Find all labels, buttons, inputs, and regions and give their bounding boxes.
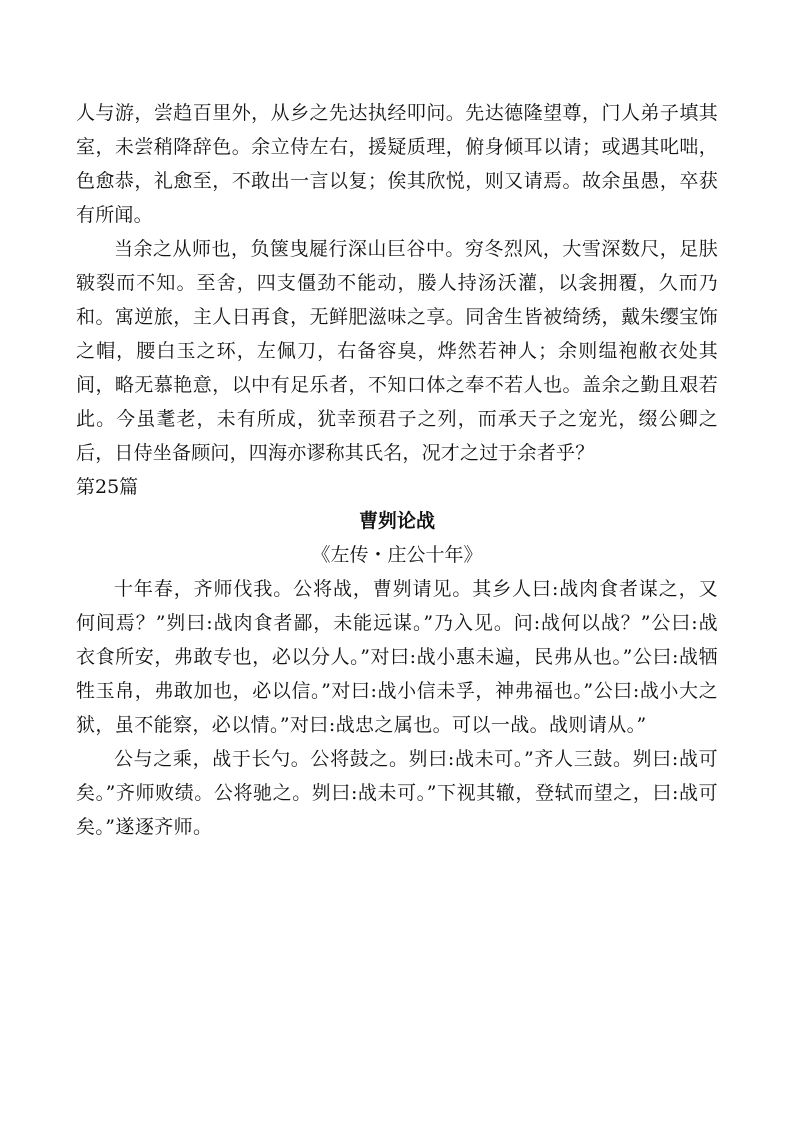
- passage-source: 《左传・庄公十年》: [311, 544, 483, 566]
- passage2-paragraph-1: 十年春，齐师伐我。公将战，曹刿请见。其乡人曰:战肉食者谋之，又何间焉？”刿曰:战肉食者鄙，未能远谋。”乃入见。问:战何以战？”公曰:战衣食所安，弗敢专也，必以分人。”对曰:战小惠未遍，民弗从也。”公曰:战牺牲玉帛，弗敢加也，必以信。”对曰:战小信未孚，神弗福也。”公曰:战小大之狱，虽不能察，必以情。”对曰:战忠之属也。可以一战。战则请从。”: [76, 578, 718, 736]
- passage1-paragraph-2: 当余之从师也，负箧曳屣行深山巨谷中。穷冬烈风，大雪深数尺，足肤皲裂而不知。至舍，四支僵劲不能动，媵人持汤沃灌，以衾拥覆，久而乃和。寓逆旅，主人日再食，无鲜肥滋味之享。同舍生皆被绮绣，戴朱缨宝饰之帽，腰白玉之环，左佩刀，右备容臭，烨然若神人；余则缊袍敝衣处其间，略无慕艳意，以中有足乐者，不知口体之奉不若人也。盖余之勤且艰若此。今虽耄老，未有所成，犹幸预君子之列，而承天子之宠光，缀公卿之后，日侍坐备顾问，四海亦谬称其氏名，况才之过于余者乎？: [76, 238, 718, 464]
- passage2-paragraph-2: 公与之乘，战于长勺。公将鼓之。刿曰:战未可。”齐人三鼓。刿曰:战可矣。”齐师败绩。公将驰之。刿曰:战未可。”下视其辙，登轼而望之，曰:战可矣。”遂逐齐师。: [76, 748, 718, 838]
- passage1-paragraph-1: 人与游，尝趋百里外，从乡之先达执经叩问。先达德隆望尊，门人弟子填其室，未尝稍降辞色。余立侍左右，援疑质理，俯身倾耳以请；或遇其叱咄，色愈恭，礼愈至，不敢出一言以复；俟其欣悦，则又请焉。故余虽愚，卒获有所闻。: [76, 102, 718, 226]
- passage-title: 曹刿论战: [358, 510, 435, 532]
- section-label: 第25篇: [76, 476, 139, 498]
